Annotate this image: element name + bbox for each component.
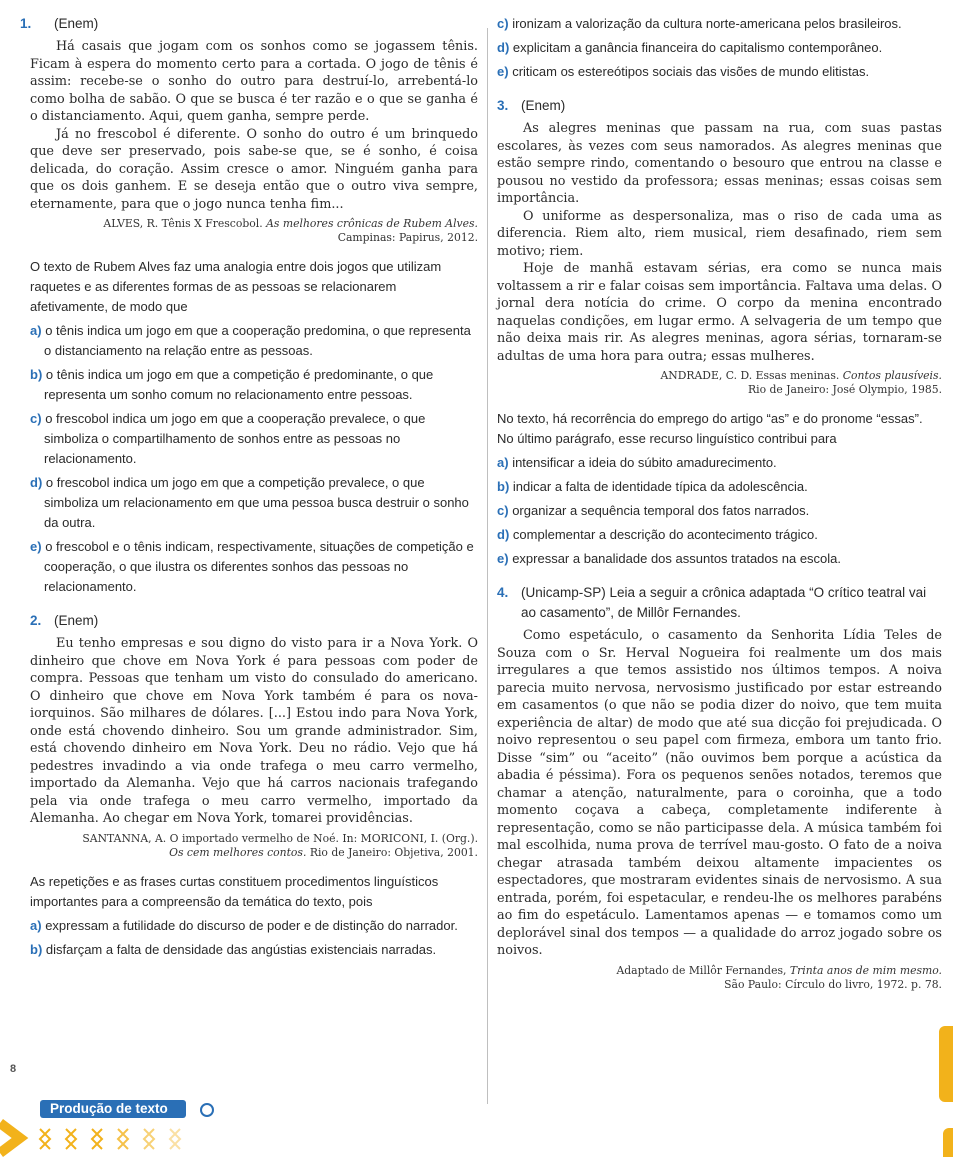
question-prompt: O texto de Rubem Alves faz uma analogia entre dois jogos que utilizam raquetes e as diferentes formas de as pessoas se relacionarem afetivamente, de modo que <box>30 259 442 314</box>
citation-publisher: Rio de Janeiro: José Olympio, 1985. <box>747 383 942 396</box>
citation <box>30 217 478 245</box>
side-tab-marker <box>943 1128 953 1157</box>
question-number: 4. <box>497 585 509 600</box>
question-2 <box>30 611 478 960</box>
option-a[interactable]: a) intensificar a ideia do súbito amadurecimento. <box>497 455 777 470</box>
option-d[interactable]: d) explicitam a ganância financeira do capitalismo contemporâneo. <box>497 40 883 55</box>
option-c[interactable]: c) ironizam a valorização da cultura norte-americana pelos brasileiros. <box>497 16 902 31</box>
question-3 <box>497 96 942 569</box>
section-title-banner: Produção de texto <box>40 1100 186 1118</box>
paragraph: As alegres meninas que passam na rua, com suas pastas escolares, às vezes com seus namorados. As alegres meninas que estão sempre rindo, comentando o besouro que entrou na classe e pousou no vestido da professora; essas meninas; essas coisas sem importância. <box>497 121 942 206</box>
question-number: 2. <box>30 613 42 628</box>
citation-work: As melhores crônicas de Rubem Alves. <box>266 217 478 230</box>
question-source: (Enem) <box>521 98 566 113</box>
question-source: (Enem) <box>54 16 99 31</box>
paragraph: Como espetáculo, o casamento da Senhorita Lídia Teles de Souza com o Sr. Herval Nogueira foi realmente um dos mais irregulares a que temos assistido nos últimos tempos. A noiva parecia muito nervosa, nervosismo justificado por estar estreando em casamentos (o que não se podia dizer do noivo, que tem muita experiência de altar) de modo que até sua dicção foi prejudicada. O noivo representou o seu papel com firmeza, embora um tanto frio. Disse “sim” ou “aceito” (não ouvimos bem porque a acústica da abadia é péssima). Fora os pequenos senões notados, teremos que chamar a atenção, naturalmente, para o coroinha, que a todo momento coçava a cabeça, completamente indiferente à representação, como se não participasse dela. A música também foi mal escolhida, numa prova de terrível mau-gosto. O fato de a noiva chegar atrasada também deixou altamente impacientes os espectadores, que mostraram evidentes sinais de nervosismo. A sua entrada, porém, foi espetacular, e rendeu-lhe os melhores parabéns ao fim do espetáculo. Lamentamos apenas — e tomamos como um deplorável sinal dos tempos — a qualidade do arroz jogado sobre os noivos. <box>497 628 942 958</box>
passage <box>30 38 478 213</box>
question-2-continued <box>497 14 942 82</box>
citation-author: ALVES, R. Tênis X Frescobol. <box>103 217 263 230</box>
citation <box>497 369 942 397</box>
citation-publisher: São Paulo: Círculo do livro, 1972. p. 78. <box>724 977 942 991</box>
question-number: 1. <box>20 16 32 31</box>
paragraph: Eu tenho empresas e sou digno do visto para ir a Nova York. O dinheiro que chove em Nova York é para pessoas com poder de compra. Pessoas que tenham um visto do consulado do americano. O dinheiro que chove em Nova York também é para os nova-iorquinos. São milhares de dólares. [...] Estou indo para Nova York, onde está chovendo dinheiro. Sou um grande administrador. Sim, está chovendo dinheiro em Nova York. Deu no rádio. Vejo que há pedestres invadindo a via onde trafega o meu carro vermelho, importado da Alemanha. Vejo que há carros nacionais trafegando pela via onde trafega o meu carro vermelho, importado da Alemanha. Ao chegar em Nova York, tomarei providências. <box>30 636 478 826</box>
chevron-pattern-icon <box>30 1125 200 1153</box>
citation-author: Adaptado de Millôr Fernandes, <box>616 963 787 977</box>
citation-work: Os cem melhores contos. <box>169 845 307 859</box>
question-source: (Enem) <box>54 613 99 628</box>
citation-author: SANTANNA, A. O importado vermelho de Noé. In: MORICONI, I. (Org.). <box>82 831 478 845</box>
question-header: (Unicamp-SP) Leia a seguir a crônica adaptada “O crítico teatral vai ao casamento”, de Millôr Fernandes. <box>521 585 927 620</box>
passage <box>497 627 942 960</box>
passage <box>30 635 478 828</box>
paragraph: Hoje de manhã estavam sérias, era como se nunca mais voltassem a rir e falar coisas sem importância. Faltava uma delas. O jornal dera notícia do crime. O corpo da menina encontrado naquelas condições, em lugar ermo. A selvageria de um tempo que não deixa mais rir. As alegres meninas, agora sérias, tornaram-se adultas de uma hora para outra; essas mulheres. <box>497 261 942 364</box>
citation-author: ANDRADE, C. D. Essas meninas. <box>660 369 840 382</box>
passage <box>497 120 942 365</box>
side-tab-marker <box>939 1026 953 1102</box>
citation <box>497 964 942 992</box>
page-number: 8 <box>10 1063 17 1075</box>
right-column <box>497 14 942 1006</box>
option-e[interactable]: e) o frescobol e o tênis indicam, respectivamente, situações de competição e cooperação, o que ilustra os diferentes sonhos das pessoas no relacionamento. <box>30 539 474 594</box>
question-4 <box>497 583 942 992</box>
question-prompt: No texto, há recorrência do emprego do artigo “as” e do pronome “essas”. No último parágrafo, esse recurso linguístico contribui para <box>497 411 923 446</box>
citation-publisher: Campinas: Papirus, 2012. <box>337 231 478 244</box>
citation-publisher: Rio de Janeiro: Objetiva, 2001. <box>309 845 478 859</box>
paragraph: O uniforme as despersonaliza, mas o riso de cada uma as diferencia. Riem alto, riem musical, riem desafinado, riem sem motivo; riem. <box>497 208 942 259</box>
option-e[interactable]: e) expressar a banalidade dos assuntos tratados na escola. <box>497 551 842 566</box>
citation-work: Trinta anos de mim mesmo. <box>789 963 942 977</box>
option-b[interactable]: b) indicar a falta de identidade típica da adolescência. <box>497 479 808 494</box>
citation <box>30 832 478 860</box>
option-b[interactable]: b) disfarçam a falta de densidade das angústias existenciais narradas. <box>30 941 437 957</box>
option-c[interactable]: c) organizar a sequência temporal dos fatos narrados. <box>497 503 810 518</box>
paragraph: Já no frescobol é diferente. O sonho do outro é um brinquedo que deve ser preservado, pois sabe-se que, se é sonho, é coisa delicada, do coração. Assim cresce o amor. Ninguém ganha para que os dois ganhem. E se deseja então que o outro viva sempre, eternamente, para que o jogo nunca tenha fim... <box>30 126 478 212</box>
question-number: 3. <box>497 98 509 113</box>
option-b[interactable]: b) o tênis indica um jogo em que a competição é predominante, o que representa um sonho comum no relacionamento entre pessoas. <box>30 367 434 402</box>
question-1 <box>20 14 478 597</box>
left-column <box>20 14 478 974</box>
option-d[interactable]: d) o frescobol indica um jogo em que a competição prevalece, o que simboliza um relacionamento em que uma pessoa busca destruir o sonho da outra. <box>30 475 469 530</box>
citation-work: Contos plausíveis. <box>842 369 942 382</box>
question-prompt: As repetições e as frases curtas constituem procedimentos linguísticos importantes para a compreensão da temática do texto, pois <box>30 873 439 909</box>
option-a[interactable]: a) expressam a futilidade do discurso de poder e de distinção do narrador. <box>30 917 458 933</box>
option-c[interactable]: c) o frescobol indica um jogo em que a cooperação prevalece, o que simboliza o compartilhamento de sonhos entre as pessoas no relacionamento. <box>30 411 426 466</box>
option-d[interactable]: d) complementar a descrição do acontecimento trágico. <box>497 527 818 542</box>
paragraph: Há casais que jogam com os sonhos como se jogassem tênis. Ficam à espera do momento certo para a cortada. O jogo de tênis é assim: recebe-se o sonho do outro para destruí-lo, arrebentá-lo como bolha de sabão. O que se busca é ter razão e o que se ganha é o distanciamento. Aqui, quem ganha, sempre perde. <box>30 39 478 124</box>
banner-dot-icon <box>200 1103 214 1117</box>
option-a[interactable]: a) o tênis indica um jogo em que a cooperação predomina, o que representa o distanciamento na relação entre as pessoas. <box>30 323 471 358</box>
option-e[interactable]: e) criticam os estereótipos sociais das visões de mundo elitistas. <box>497 64 870 79</box>
column-divider <box>487 28 488 1104</box>
